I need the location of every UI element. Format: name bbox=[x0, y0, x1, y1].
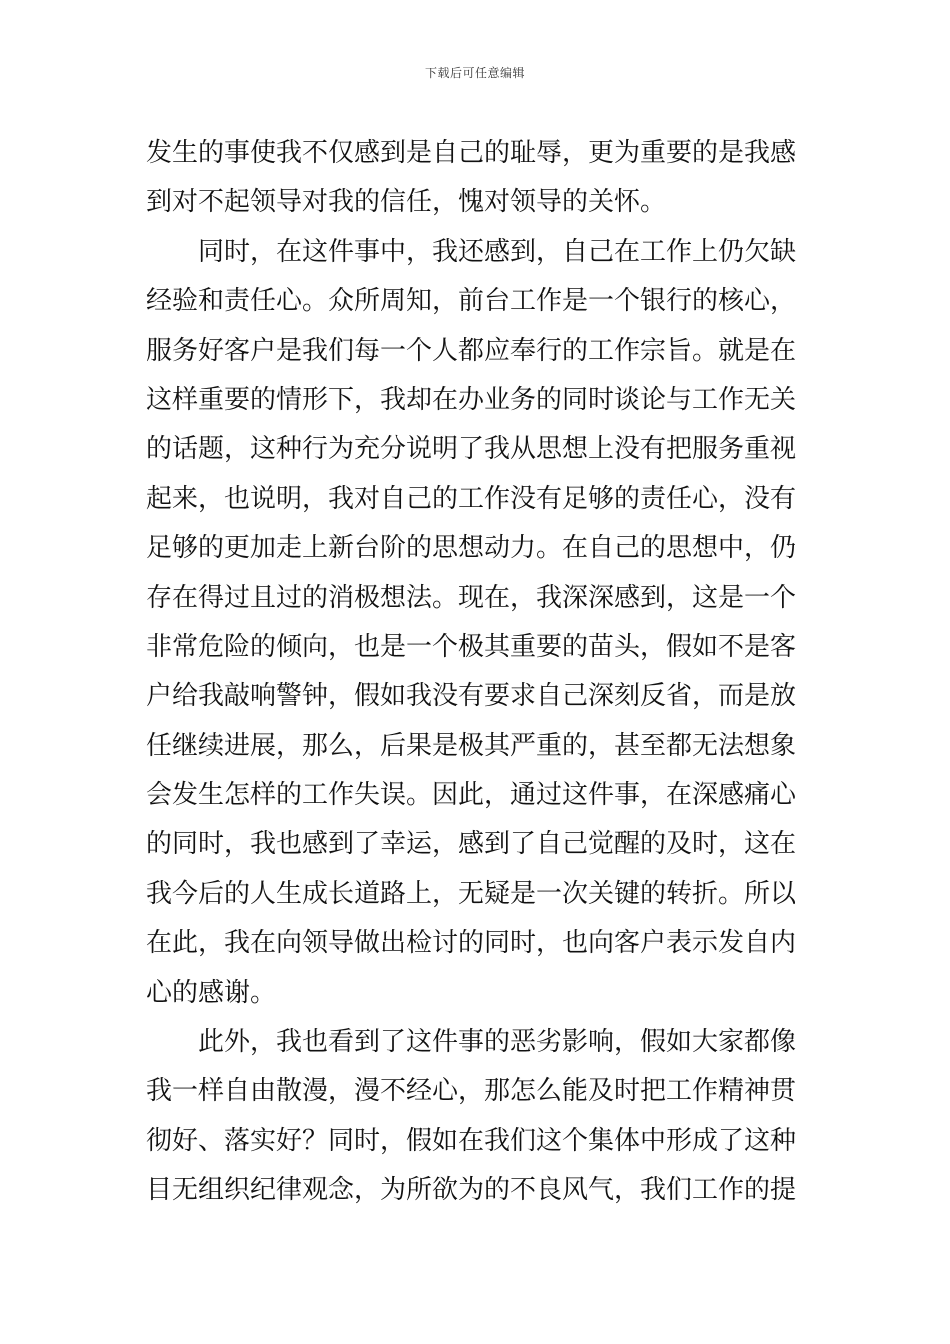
body-text bbox=[146, 129, 806, 1216]
text-line: 我今后的人生成长道路上，无疑是一次关键的转折。所以 bbox=[146, 878, 797, 909]
text-line: 这样重要的情形下，我却在办业务的同时谈论与工作无关 bbox=[146, 384, 797, 415]
text-line: 的话题，这种行为充分说明了我从思想上没有把服务重视 bbox=[146, 434, 797, 465]
text-line: 经验和责任心。众所周知，前台工作是一个银行的核心， bbox=[146, 286, 797, 317]
text-line: 到对不起领导对我的信任，愧对领导的关怀。 bbox=[146, 187, 667, 218]
text-line: 足够的更加走上新台阶的思想动力。在自己的思想中，仍 bbox=[146, 533, 797, 564]
text-line: 非常危险的倾向，也是一个极其重要的苗头，假如不是客 bbox=[146, 631, 797, 662]
text-line: 服务好客户是我们每一个人都应奉行的工作宗旨。就是在 bbox=[146, 335, 797, 366]
text-line: 我一样自由散漫，漫不经心，那怎么能及时把工作精神贯 bbox=[146, 1076, 797, 1107]
text-line: 彻好、落实好？同时，假如在我们这个集体中形成了这种 bbox=[146, 1125, 797, 1156]
text-line: 任继续进展，那么，后果是极其严重的，甚至都无法想象 bbox=[146, 730, 797, 761]
paragraph-start-line: 同时，在这件事中，我还感到，自己在工作上仍欠缺 bbox=[198, 236, 797, 267]
text-line: 在此，我在向领导做出检讨的同时，也向客户表示发自内 bbox=[146, 928, 797, 959]
header-note: 下载后可任意编辑 bbox=[424, 66, 525, 80]
text-line: 心的感谢。 bbox=[146, 977, 277, 1008]
text-line: 目无组织纪律观念，为所欲为的不良风气，我们工作的提 bbox=[146, 1175, 797, 1206]
paragraph-start-line: 此外，我也看到了这件事的恶劣影响，假如大家都像 bbox=[198, 1027, 797, 1058]
text-line: 起来，也说明，我对自己的工作没有足够的责任心，没有 bbox=[146, 483, 797, 514]
text-line: 发生的事使我不仅感到是自己的耻辱，更为重要的是我感 bbox=[146, 138, 797, 168]
text-line: 会发生怎样的工作失误。因此，通过这件事，在深感痛心 bbox=[146, 780, 797, 811]
text-line: 户给我敲响警钟，假如我没有要求自己深刻反省，而是放 bbox=[146, 681, 797, 712]
text-line: 的同时，我也感到了幸运，感到了自己觉醒的及时，这在 bbox=[146, 829, 797, 860]
text-line: 存在得过且过的消极想法。现在，我深深感到，这是一个 bbox=[146, 582, 797, 613]
